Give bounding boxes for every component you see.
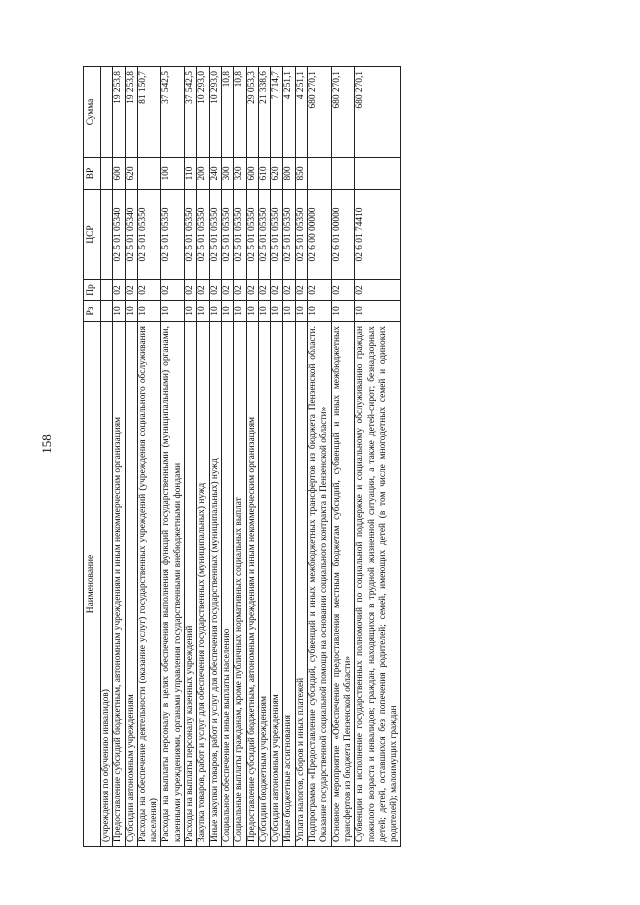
cell-sum: 7 714,7 [271, 67, 283, 158]
table-row [125, 67, 137, 847]
cell-vr: 320 [234, 158, 246, 190]
cell-name: Социальное обеспечение и иные выплаты населению [221, 322, 233, 847]
cell-name: Расходы на обеспечение деятельности (оказание услуг) государственных учреждений (учреждения социального обслуживания населения) [137, 322, 161, 847]
table-row [113, 67, 125, 847]
cell-csr: 02 5 01 05350 [161, 190, 185, 280]
cell-sum: 680 270,1 [355, 67, 401, 158]
table-row [137, 67, 161, 847]
table-header-row [84, 67, 101, 847]
cell-sum: 10 293,0 [209, 67, 221, 158]
table-row [185, 67, 197, 847]
cell-name: Расходы на выплаты персоналу казенных учреждений [185, 322, 197, 847]
table-row [271, 67, 283, 847]
cell-vr: 620 [271, 158, 283, 190]
cell-vr: 620 [125, 158, 137, 190]
cell-csr: 02 5 01 05350 [283, 190, 295, 280]
cell-csr: 02 5 01 05350 [137, 190, 161, 280]
cell-name: Уплата налогов, сборов и иных платежей [295, 322, 307, 847]
cell-csr: 02 6 01 74410 [355, 190, 401, 280]
cell-rz: 10 [137, 301, 161, 322]
cell-name: Закупка товаров, работ и услуг для обеспечения государственных (муниципальных) нужд [197, 322, 209, 847]
cell-rz: 10 [161, 301, 185, 322]
cell-rz: 10 [197, 301, 209, 322]
table-row [161, 67, 185, 847]
header-name: Наименование [84, 322, 101, 847]
header-vr: ВР [84, 158, 101, 190]
cell-pr: 02 [125, 280, 137, 301]
cell-pr: 02 [197, 280, 209, 301]
cell-rz: 10 [234, 301, 246, 322]
table-row [101, 67, 113, 847]
table-row [355, 67, 401, 847]
cell-vr: 200 [197, 158, 209, 190]
cell-pr: 02 [234, 280, 246, 301]
budget-table-rotated [83, 67, 557, 847]
cell-rz: 10 [331, 301, 355, 322]
cell-rz: 10 [125, 301, 137, 322]
cell-rz: 10 [113, 301, 125, 322]
cell-csr: 02 6 01 00000 [331, 190, 355, 280]
header-csr: ЦСР [84, 190, 101, 280]
cell-pr: 02 [283, 280, 295, 301]
cell-pr: 02 [209, 280, 221, 301]
cell-name: Субсидии автономным учреждениям [271, 322, 283, 847]
cell-rz: 10 [221, 301, 233, 322]
cell-pr: 02 [308, 280, 332, 301]
cell-vr: 600 [113, 158, 125, 190]
cell-name: Подпрограмма «Предоставление субсидий, субвенций и иных межбюджетных трансфертов из бюджета Пензенской области. Оказание государственной социальной помощи на основании социального контракта в Пензенской области» [308, 322, 332, 847]
cell-csr: 02 5 01 05340 [125, 190, 137, 280]
cell-csr: 02 5 01 05350 [197, 190, 209, 280]
cell-vr: 100 [161, 158, 185, 190]
cell-pr: 02 [221, 280, 233, 301]
cell-rz: 10 [185, 301, 197, 322]
cell-pr: 02 [185, 280, 197, 301]
cell-sum: 680 270,1 [331, 67, 355, 158]
cell-pr [101, 280, 113, 301]
cell-name: Социальные выплаты гражданам, кроме публичных нормативных социальных выплат [234, 322, 246, 847]
cell-csr: 02 6 00 00000 [308, 190, 332, 280]
cell-pr: 02 [137, 280, 161, 301]
cell-name: Субсидии бюджетным учреждениям [258, 322, 270, 847]
cell-csr: 02 5 01 05350 [209, 190, 221, 280]
cell-csr: 02 5 01 05350 [246, 190, 258, 280]
cell-pr: 02 [246, 280, 258, 301]
cell-vr: 600 [246, 158, 258, 190]
table-row [295, 67, 307, 847]
cell-sum: 29 053,3 [246, 67, 258, 158]
cell-vr [308, 158, 332, 190]
cell-vr [101, 158, 113, 190]
cell-pr: 02 [161, 280, 185, 301]
cell-sum: 19 253,8 [125, 67, 137, 158]
cell-csr: 02 5 01 05350 [271, 190, 283, 280]
table-row [209, 67, 221, 847]
header-rz: Рз [84, 301, 101, 322]
cell-csr: 02 5 01 05350 [234, 190, 246, 280]
cell-name: Иные бюджетные ассигнования [283, 322, 295, 847]
cell-sum: 10,8 [234, 67, 246, 158]
cell-rz: 10 [246, 301, 258, 322]
cell-vr: 300 [221, 158, 233, 190]
table-row [331, 67, 355, 847]
cell-sum: 37 542,5 [185, 67, 197, 158]
cell-rz: 10 [258, 301, 270, 322]
cell-rz [101, 301, 113, 322]
cell-pr: 02 [355, 280, 401, 301]
cell-rz: 10 [295, 301, 307, 322]
cell-csr: 02 5 01 05350 [185, 190, 197, 280]
cell-rz: 10 [209, 301, 221, 322]
cell-vr: 110 [185, 158, 197, 190]
header-pr: Пр [84, 280, 101, 301]
cell-csr: 02 5 01 05350 [295, 190, 307, 280]
cell-sum: 4 251,1 [295, 67, 307, 158]
cell-sum: 21 338,6 [258, 67, 270, 158]
cell-pr: 02 [258, 280, 270, 301]
cell-vr: 800 [283, 158, 295, 190]
table-row [221, 67, 233, 847]
cell-sum: 4 251,1 [283, 67, 295, 158]
page-number: 158 [39, 434, 54, 454]
cell-csr: 02 5 01 05350 [221, 190, 233, 280]
table-row [197, 67, 209, 847]
header-sum: Сумма [84, 67, 101, 158]
cell-name: Основное мероприятие «Обеспечение предоставления местным бюджетам субсидий, субвенций и иных межбюджетных трансфертов из бюджета Пензенской области» [331, 322, 355, 847]
cell-csr [101, 190, 113, 280]
cell-pr: 02 [331, 280, 355, 301]
cell-name: Предоставление субсидий бюджетным, автономным учреждениям и иным некоммерческим организациям [113, 322, 125, 847]
cell-sum: 10,8 [221, 67, 233, 158]
table-row [258, 67, 270, 847]
cell-sum [101, 67, 113, 158]
cell-vr [331, 158, 355, 190]
table-row [246, 67, 258, 847]
cell-name: (учреждения по обучению инвалидов) [101, 322, 113, 847]
cell-pr: 02 [271, 280, 283, 301]
cell-name: Предоставление субсидий бюджетным, автономным учреждениям и иным некоммерческим организациям [246, 322, 258, 847]
cell-sum: 19 253,8 [113, 67, 125, 158]
cell-rz: 10 [355, 301, 401, 322]
budget-table [83, 66, 401, 847]
cell-vr [137, 158, 161, 190]
table-row [308, 67, 332, 847]
table-row [234, 67, 246, 847]
table-row [283, 67, 295, 847]
cell-sum: 680 270,1 [308, 67, 332, 158]
cell-rz: 10 [308, 301, 332, 322]
cell-name: Субвенции на исполнение государственных полномочий по социальной поддержке и социальному обслуживанию граждан пожилого возраста и инвалидов; граждан, находящихся в трудной жизненной ситуации, а также детей-сирот; безнадзорных детей; детей, оставшихся без попечения родителей; семей, имеющих детей (в том числе многодетных семей и одиноких родителей); малоимущих граждан [355, 322, 401, 847]
cell-sum: 81 150,7 [137, 67, 161, 158]
cell-vr: 240 [209, 158, 221, 190]
cell-pr: 02 [113, 280, 125, 301]
cell-vr: 610 [258, 158, 270, 190]
cell-csr: 02 5 01 05350 [258, 190, 270, 280]
cell-sum: 37 542,5 [161, 67, 185, 158]
cell-csr: 02 5 01 05340 [113, 190, 125, 280]
cell-rz: 10 [271, 301, 283, 322]
cell-name: Расходы на выплаты персоналу в целях обеспечения выполнения функций государственными (муниципальными) органами, казенными учреждениями, органами управления государственными внебюджетными фондами [161, 322, 185, 847]
cell-vr: 850 [295, 158, 307, 190]
cell-rz: 10 [283, 301, 295, 322]
cell-name: Иные закупки товаров, работ и услуг для обеспечения государственных (муниципальных) нужд [209, 322, 221, 847]
cell-pr: 02 [295, 280, 307, 301]
cell-sum: 10 293,0 [197, 67, 209, 158]
cell-vr [355, 158, 401, 190]
cell-name: Субсидии автономным учреждениям [125, 322, 137, 847]
